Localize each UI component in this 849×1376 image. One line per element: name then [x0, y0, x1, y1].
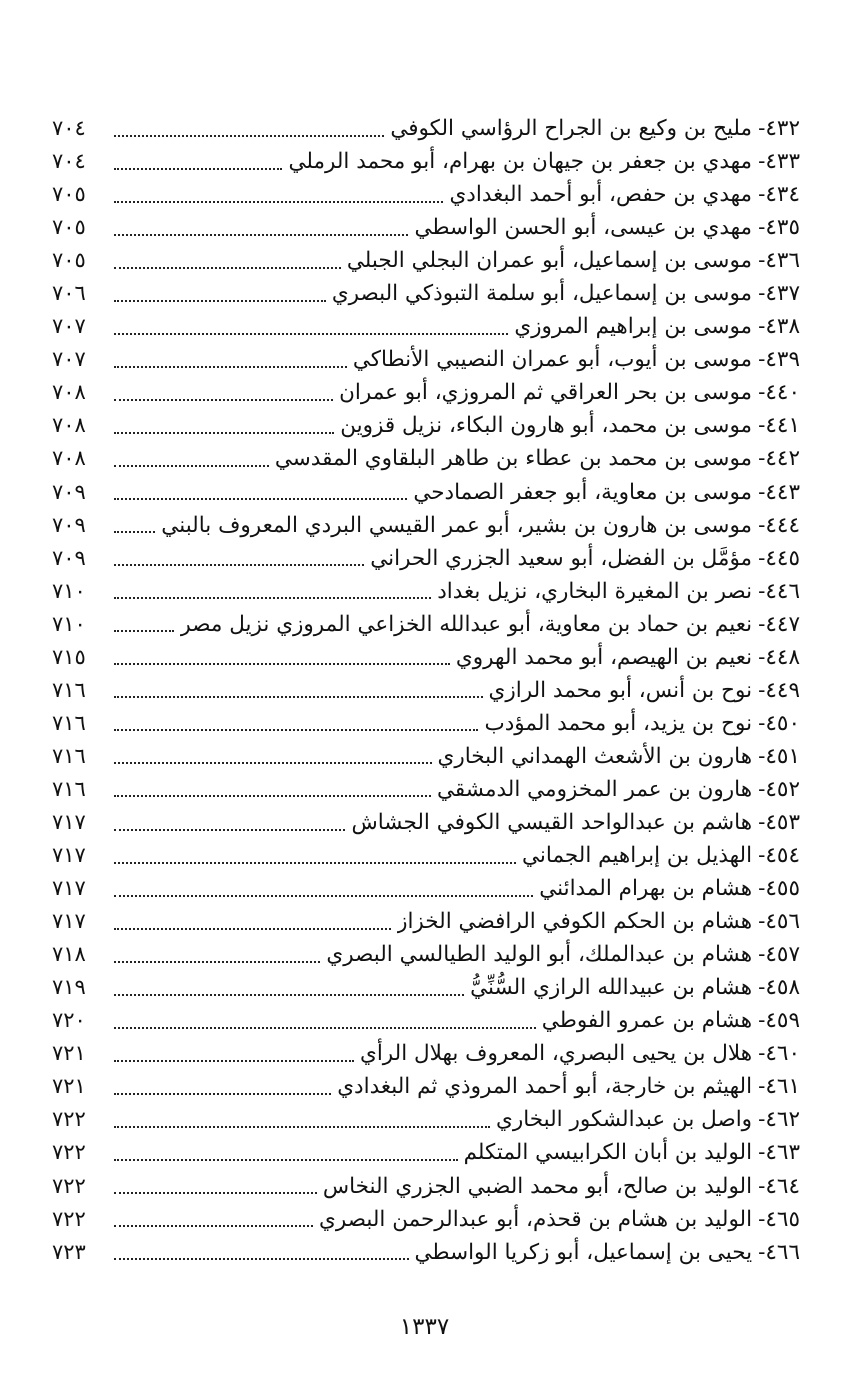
index-entry	[52, 773, 800, 806]
entry-number: ٤٥١	[765, 743, 800, 769]
index-entry	[52, 178, 800, 211]
entry-number: ٤٣٥	[765, 215, 800, 241]
entry-page-number: ٧١٦	[52, 710, 86, 735]
dot-leader	[114, 729, 478, 731]
dot-leader	[114, 267, 341, 269]
entry-name: الوليد بن هشام بن قحذم، أبو عبدالرحمن البصري	[319, 1206, 753, 1232]
entry-page-number: ٧٢٠	[52, 1008, 86, 1033]
entry-page-number: ٧٢٢	[52, 1140, 86, 1165]
entry-number: ٤٦٢	[765, 1107, 800, 1133]
index-entry	[52, 740, 800, 773]
entry-name: موسى بن إسماعيل، أبو سلمة التبوذكي البصري	[331, 281, 753, 307]
entry-separator: -	[758, 1107, 766, 1133]
entry-separator: -	[758, 545, 766, 571]
entry-number: ٤٣٧	[765, 281, 800, 307]
entry-separator: -	[758, 248, 766, 274]
entry-name: هشام بن بهرام المدائني	[539, 876, 753, 902]
dot-leader	[114, 1225, 313, 1227]
dot-leader	[114, 630, 174, 632]
entry-separator: -	[758, 578, 766, 604]
entry-name: واصل بن عبدالشكور البخاري	[496, 1107, 753, 1133]
index-entry	[52, 244, 800, 277]
entry-number: ٤٦٥	[765, 1206, 800, 1232]
index-entry	[52, 1103, 800, 1136]
index-entry	[52, 1070, 800, 1103]
dot-leader	[114, 862, 516, 864]
entry-separator: -	[758, 281, 766, 307]
entry-name: موسى بن أيوب، أبو عمران النصيبي الأنطاكي	[352, 347, 753, 373]
entry-number: ٤٤٠	[765, 380, 800, 406]
entry-name: مهدي بن جعفر بن جيهان بن بهرام، أبو محمد الرملي	[288, 149, 753, 175]
dot-leader	[114, 1126, 490, 1128]
index-entry	[52, 905, 800, 938]
entry-number: ٤٣٣	[765, 149, 800, 175]
entry-page-number: ٧٠٨	[52, 413, 86, 438]
entry-separator: -	[758, 876, 766, 902]
entry-number: ٤٦٠	[765, 1041, 800, 1067]
dot-leader	[114, 696, 483, 698]
entry-number: ٤٤٧	[765, 611, 800, 637]
entry-name: الهيثم بن خارجة، أبو أحمد المروذي ثم البغدادي	[337, 1074, 753, 1100]
dot-leader	[114, 895, 533, 897]
entry-number: ٤٥٩	[765, 1008, 800, 1034]
entry-number: ٤٥٦	[765, 909, 800, 935]
entry-number: ٤٥٢	[765, 776, 800, 802]
entry-number: ٤٦١	[765, 1074, 800, 1100]
index-entry	[52, 343, 800, 376]
entry-name: مؤمَّل بن الفضل، أبو سعيد الجزري الحراني	[370, 545, 753, 571]
entry-separator: -	[758, 446, 766, 472]
entry-number: ٤٤٨	[765, 644, 800, 670]
entry-number: ٤٥٤	[765, 843, 800, 869]
entry-name: موسى بن إسماعيل، أبو عمران البجلي الجبلي	[346, 248, 753, 274]
entry-number: ٤٦٤	[765, 1173, 800, 1199]
dot-leader	[114, 465, 269, 467]
index-list	[52, 112, 800, 1269]
entry-page-number: ٧١٧	[52, 876, 86, 901]
index-entry	[52, 211, 800, 244]
entry-page-number: ٧١٦	[52, 743, 86, 768]
index-entry	[52, 409, 800, 442]
dot-leader	[114, 366, 347, 368]
entry-page-number: ٧٠٩	[52, 545, 86, 570]
entry-name: هشام بن عبدالملك، أبو الوليد الطيالسي البصري	[326, 942, 753, 968]
dot-leader	[114, 1060, 354, 1062]
entry-separator: -	[758, 1140, 766, 1166]
dot-leader	[114, 928, 391, 930]
entry-page-number: ٧١٧	[52, 843, 86, 868]
entry-separator: -	[758, 942, 766, 968]
index-entry	[52, 1203, 800, 1236]
dot-leader	[114, 597, 431, 599]
entry-number: ٤٥٠	[765, 710, 800, 736]
index-entry	[52, 112, 800, 145]
index-entry	[52, 310, 800, 343]
dot-leader	[114, 135, 384, 137]
entry-number: ٤٥٣	[765, 809, 800, 835]
entry-page-number: ٧٢١	[52, 1041, 86, 1066]
entry-number: ٤٣٩	[765, 347, 800, 373]
entry-page-number: ٧٠٧	[52, 314, 86, 339]
entry-separator: -	[758, 116, 766, 141]
index-entry	[52, 476, 800, 509]
entry-page-number: ٧٠٩	[52, 512, 86, 537]
entry-separator: -	[758, 1041, 766, 1067]
dot-leader	[114, 333, 508, 335]
entry-separator: -	[758, 975, 766, 1001]
dot-leader	[114, 1159, 458, 1161]
entry-number: ٤٣٢	[765, 116, 800, 141]
entry-page-number: ٧٢١	[52, 1074, 86, 1099]
entry-page-number: ٧١٨	[52, 942, 86, 967]
entry-page-number: ٧١٦	[52, 677, 86, 702]
index-entry	[52, 1004, 800, 1037]
entry-separator: -	[758, 909, 766, 935]
entry-name: هلال بن يحيى البصري، المعروف بهلال الرأي	[359, 1041, 753, 1067]
dot-leader	[114, 531, 155, 533]
index-entry	[52, 938, 800, 971]
entry-separator: -	[758, 843, 766, 869]
entry-number: ٤٣٨	[765, 314, 800, 340]
index-entry	[52, 1170, 800, 1203]
index-entry	[52, 707, 800, 740]
entry-name: موسى بن محمد، أبو هارون البكاء، نزيل قزوين	[340, 413, 753, 439]
entry-name: موسى بن محمد بن عطاء بن طاهر البلقاوي المقدسي	[274, 446, 753, 472]
entry-page-number: ٧٠٤	[52, 149, 86, 174]
index-entry	[52, 1236, 800, 1269]
entry-page-number: ٧٠٥	[52, 248, 86, 273]
entry-name: هشام بن عبيدالله الرازي السُّنِّيُّ	[470, 975, 753, 1001]
entry-number: ٤٥٧	[765, 942, 800, 968]
entry-separator: -	[758, 380, 766, 406]
entry-separator: -	[758, 1239, 766, 1265]
index-entry	[52, 376, 800, 409]
entry-page-number: ٧٢٢	[52, 1107, 86, 1132]
entry-page-number: ٧١٥	[52, 644, 86, 669]
index-entry	[52, 608, 800, 641]
entry-name: هاشم بن عبدالواحد القيسي الكوفي الجشاش	[351, 809, 753, 835]
entry-name: يحيى بن إسماعيل، أبو زكريا الواسطي	[414, 1239, 753, 1265]
entry-number: ٤٤٤	[765, 512, 800, 538]
index-entry	[52, 442, 800, 475]
entry-name: الوليد بن صالح، أبو محمد الضبي الجزري النخاس	[322, 1173, 753, 1199]
entry-page-number: ٧٠٥	[52, 215, 86, 240]
index-entry	[52, 542, 800, 575]
entry-separator: -	[758, 1206, 766, 1232]
entry-name: الوليد بن أبان الكرابيسي المتكلم	[463, 1140, 753, 1166]
entry-separator: -	[758, 743, 766, 769]
entry-separator: -	[758, 479, 766, 505]
entry-separator: -	[758, 215, 766, 241]
entry-number: ٤٤٥	[765, 545, 800, 571]
entry-number: ٤٥٥	[765, 876, 800, 902]
entry-separator: -	[758, 347, 766, 373]
entry-separator: -	[758, 809, 766, 835]
index-entry	[52, 872, 800, 905]
dot-leader	[114, 432, 334, 434]
entry-number: ٤٤١	[765, 413, 800, 439]
entry-separator: -	[758, 314, 766, 340]
entry-name: موسى بن بحر العراقي ثم المروزي، أبو عمران	[339, 380, 753, 406]
index-entry	[52, 575, 800, 608]
entry-page-number: ٧٠٧	[52, 347, 86, 372]
entry-number: ٤٣٦	[765, 248, 800, 274]
dot-leader	[114, 961, 320, 963]
entry-name: نوح بن يزيد، أبو محمد المؤدب	[484, 710, 753, 736]
dot-leader	[114, 994, 464, 996]
index-entry	[52, 641, 800, 674]
entry-separator: -	[758, 149, 766, 175]
entry-page-number: ٧١٦	[52, 776, 86, 801]
entry-page-number: ٧١٩	[52, 975, 86, 1000]
entry-number: ٤٦٣	[765, 1140, 800, 1166]
entry-name: نعيم بن الهيصم، أبو محمد الهروي	[455, 644, 753, 670]
entry-page-number: ٧١٠	[52, 611, 86, 636]
dot-leader	[114, 762, 432, 764]
entry-name: هشام بن الحكم الكوفي الرافضي الخزاز	[397, 909, 753, 935]
dot-leader	[114, 300, 326, 302]
entry-page-number: ٧١٠	[52, 578, 86, 603]
dot-leader	[114, 234, 408, 236]
entry-page-number: ٧١٧	[52, 809, 86, 834]
entry-separator: -	[758, 1173, 766, 1199]
dot-leader	[114, 1093, 331, 1095]
entry-number: ٤٤٦	[765, 578, 800, 604]
entry-separator: -	[758, 512, 766, 538]
entry-name: مليح بن وكيع بن الجراح الرؤاسي الكوفي	[390, 116, 753, 141]
dot-leader	[114, 399, 333, 401]
entry-separator: -	[758, 710, 766, 736]
dot-leader	[114, 564, 364, 566]
entry-page-number: ٧٠٤	[52, 116, 86, 140]
entry-page-number: ٧٢٣	[52, 1239, 86, 1264]
entry-name: مهدي بن حفص، أبو أحمد البغدادي	[449, 182, 753, 208]
entry-separator: -	[758, 413, 766, 439]
entry-number: ٤٤٢	[765, 446, 800, 472]
dot-leader	[114, 1027, 536, 1029]
index-entry	[52, 839, 800, 872]
dot-leader	[114, 795, 431, 797]
dot-leader	[114, 168, 282, 170]
entry-name: نصر بن المغيرة البخاري، نزيل بغداد	[437, 578, 753, 604]
dot-leader	[114, 663, 450, 665]
entry-number: ٤٥٨	[765, 975, 800, 1001]
dot-leader	[114, 201, 443, 203]
entry-separator: -	[758, 611, 766, 637]
index-entry	[52, 509, 800, 542]
entry-number: ٤٤٩	[765, 677, 800, 703]
index-entry	[52, 806, 800, 839]
entry-separator: -	[758, 1074, 766, 1100]
entry-separator: -	[758, 1008, 766, 1034]
entry-separator: -	[758, 644, 766, 670]
entry-page-number: ٧٢٢	[52, 1206, 86, 1231]
entry-name: موسى بن إبراهيم المروزي	[514, 314, 753, 340]
page-number: ١٣٣٧	[399, 1314, 450, 1340]
entry-name: موسى بن معاوية، أبو جعفر الصمادحي	[413, 479, 753, 505]
entry-name: موسى بن هارون بن بشير، أبو عمر القيسي البردي المعروف بالبني	[161, 512, 753, 538]
index-entry	[52, 674, 800, 707]
entry-separator: -	[758, 776, 766, 802]
entry-page-number: ٧٠٩	[52, 479, 86, 504]
entry-page-number: ٧٠٨	[52, 380, 86, 405]
dot-leader	[114, 1258, 409, 1260]
dot-leader	[114, 829, 345, 831]
index-entry	[52, 277, 800, 310]
entry-name: الهذيل بن إبراهيم الجماني	[522, 843, 753, 869]
entry-separator: -	[758, 677, 766, 703]
entry-name: هشام بن عمرو الفوطي	[541, 1008, 753, 1034]
entry-number: ٤٣٤	[765, 182, 800, 208]
index-entry	[52, 1037, 800, 1070]
entry-page-number: ٧٠٦	[52, 281, 86, 306]
index-entry	[52, 145, 800, 178]
entry-page-number: ٧٢٢	[52, 1173, 86, 1198]
entry-name: هارون بن الأشعث الهمداني البخاري	[437, 743, 753, 769]
entry-separator: -	[758, 182, 766, 208]
entry-page-number: ٧٠٥	[52, 182, 86, 207]
entry-page-number: ٧٠٨	[52, 446, 86, 471]
dot-leader	[114, 498, 407, 500]
entry-number: ٤٦٦	[765, 1239, 800, 1265]
entry-page-number: ٧١٧	[52, 909, 86, 934]
index-entry	[52, 971, 800, 1004]
entry-name: مهدي بن عيسى، أبو الحسن الواسطي	[414, 215, 753, 241]
dot-leader	[114, 1192, 317, 1194]
entry-number: ٤٤٣	[765, 479, 800, 505]
index-entry	[52, 1136, 800, 1169]
entry-name: هارون بن عمر المخزومي الدمشقي	[437, 776, 753, 802]
entry-name: نوح بن أنس، أبو محمد الرازي	[488, 677, 753, 703]
entry-name: نعيم بن حماد بن معاوية، أبو عبدالله الخزاعي المروزي نزيل مصر	[180, 611, 753, 637]
